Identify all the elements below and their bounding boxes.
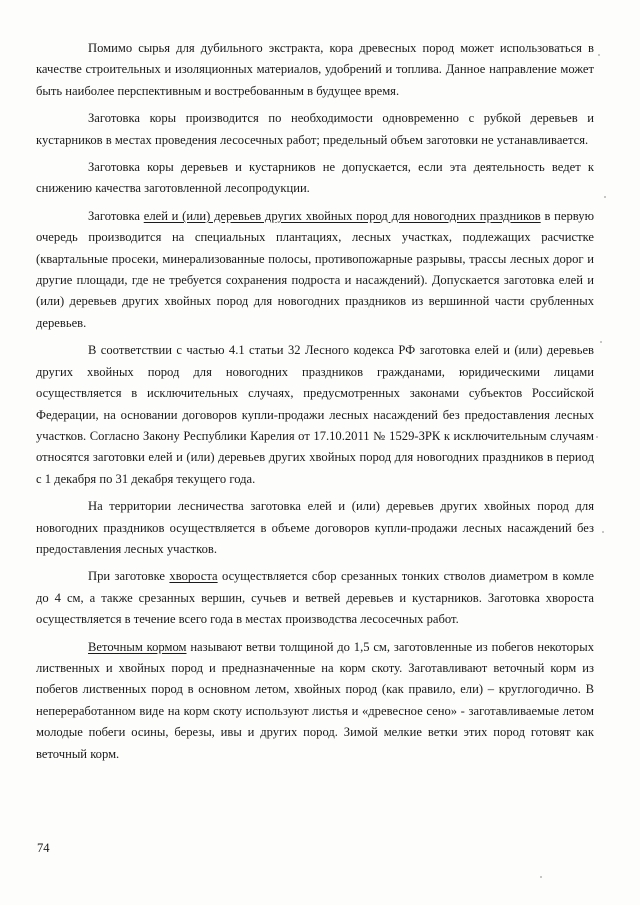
- scan-speck: [600, 341, 602, 343]
- paragraph-p6: [36, 496, 594, 560]
- paragraph-text: называют ветви толщиной до 1,5 см, заготовленные из побегов некоторых лиственных и хвойных пород и предназначенные на корм скоту. Заготавливают веточный корм из побегов лиственных пород в основном летом, хвойных пород (как правило, ели) – круглогодично. В непереработанном виде на корм скоту используют листья и «древесное сено» - заготавливаемые летом молодые побеги осины, березы, ивы и других пород. Зимой мелкие ветки этих пород готовят как веточный корм.: [36, 639, 594, 761]
- paragraph-text: Заготовка: [88, 208, 144, 223]
- page-number: 74: [37, 841, 50, 855]
- scan-speck: [540, 876, 542, 878]
- underlined-term: Веточным кормом: [88, 639, 187, 654]
- paragraph-p4: [36, 206, 594, 334]
- paragraph-text: На территории лесничества заготовка елей и (или) деревьев других хвойных пород для новогодних праздников осуществляется в объеме договоров купли-продажи лесных насаждений без предоставления лесных участков.: [36, 499, 594, 556]
- paragraph-p7: [36, 566, 594, 630]
- scan-speck: [604, 196, 606, 198]
- paragraph-text: При заготовке: [88, 569, 170, 584]
- paragraph-text: Заготовка коры деревьев и кустарников не допускается, если эта деятельность ведет к снижению качества заготовленной лесопродукции.: [36, 160, 594, 196]
- paragraph-text: Заготовка коры производится по необходимости одновременно с рубкой деревьев и кустарников в местах проведения лесосечных работ; предельный объем заготовки не устанавливается.: [36, 111, 594, 147]
- underlined-term: хвороста: [169, 569, 218, 584]
- scan-speck: [596, 436, 598, 438]
- paragraph-p1: [36, 38, 594, 102]
- paragraph-text: в первую очередь производится на специальных плантациях, лесных участках, подлежащих расчистке (квартальные просеки, минерализованные полосы, противопожарные разрывы, трассы лесных дорог и другие площади, где не требуется сохранения подроста и насаждений). Допускается заготовка елей и (или) деревьев других хвойных пород для новогодних праздников из вершинной части срубленных деревьев.: [36, 208, 594, 330]
- underlined-term: елей и (или) деревьев других хвойных пород для новогодних праздников: [143, 208, 541, 223]
- paragraph-p3: [36, 157, 594, 200]
- paragraph-text: В соответствии с частью 4.1 статьи 32 Лесного кодекса РФ заготовка елей и (или) деревьев других хвойных пород для новогодних праздников гражданами, юридическими лицами осуществляется в исключительных случаях, предусмотренных законами субъектов Российской Федерации, на основании договоров купли-продажи лесных насаждений без предоставления лесных участков. Согласно Закону Республики Карелия от 17.10.2011 № 1529-ЗРК к исключительным случаям относятся заготовки елей и (или) деревьев других хвойных пород для новогодних праздников в период с 1 декабря по 31 декабря текущего года.: [36, 343, 594, 486]
- paragraph-p5: [36, 340, 594, 490]
- paragraph-text: осуществляется сбор срезанных тонких стволов диаметром в комле до 4 см, а также срезанных вершин, сучьев и ветвей деревьев и кустарников. Заготовка хвороста осуществляется в течение всего года в местах производства лесосечных работ.: [36, 569, 595, 627]
- scan-speck: [598, 54, 600, 56]
- scan-speck: [602, 531, 604, 533]
- paragraph-p2: [36, 108, 594, 151]
- paragraph-p8: [36, 637, 594, 765]
- paragraph-text: Помимо сырья для дубильного экстракта, кора древесных пород может использоваться в качестве строительных и изоляционных материалов, удобрений и топлива. Данное направление может быть наиболее перспективным и востребованным в будущее время.: [36, 41, 594, 98]
- document-body: [36, 38, 594, 767]
